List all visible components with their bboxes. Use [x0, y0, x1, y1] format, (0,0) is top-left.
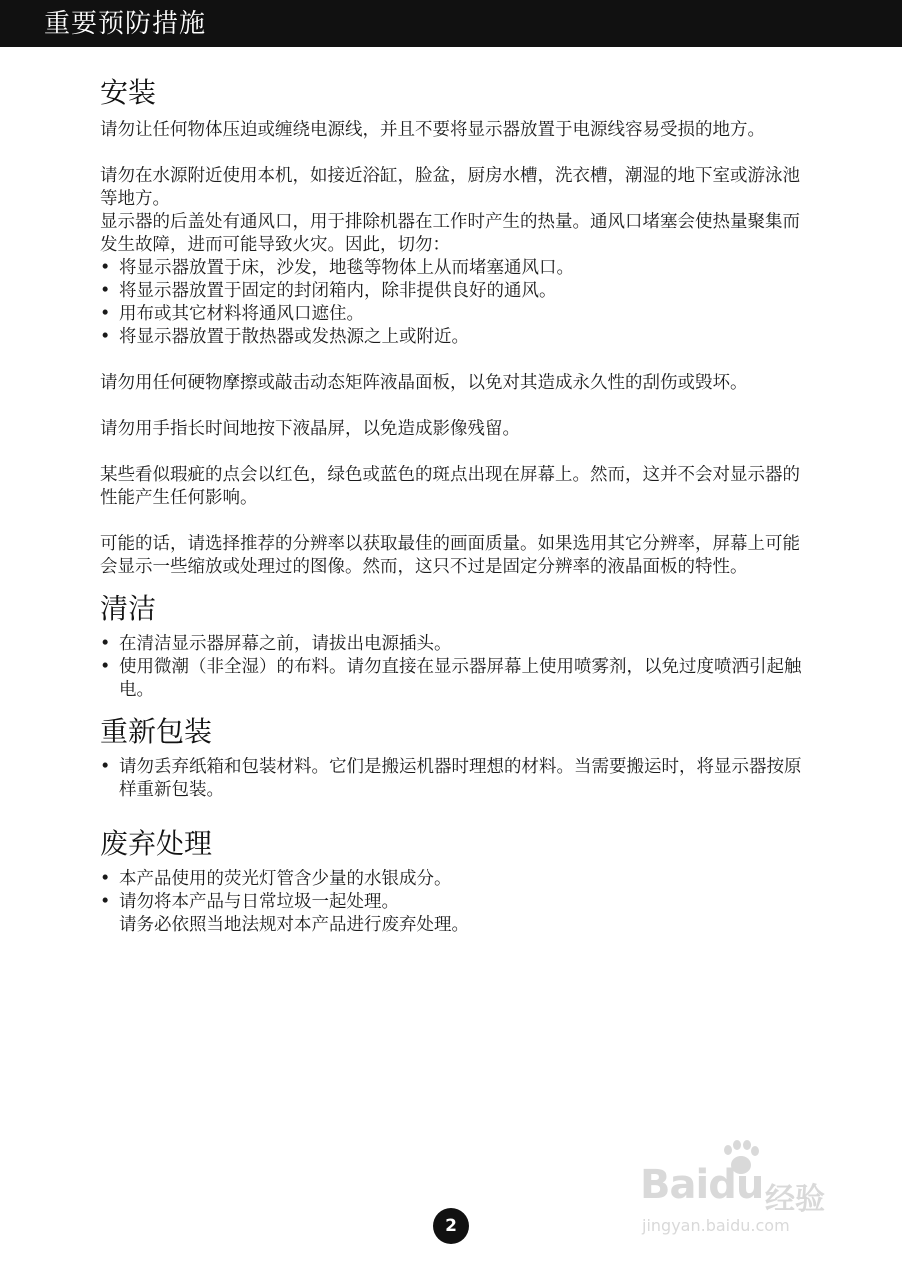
install-paragraph-7: 可能的话，请选择推荐的分辨率以获取最佳的画面质量。如果选用其它分辨率，屏幕上可能会显示一些缩放或处理过的图像。然而，这只不过是固定分辨率的液晶面板的特性。	[100, 534, 800, 577]
section-title-install: 安装	[100, 76, 157, 109]
clean-bullet-list	[100, 633, 805, 702]
dispose-extra-line: 请务必依照当地法规对本产品进行废弃处理。	[119, 915, 469, 935]
page-number: 2	[433, 1208, 469, 1244]
install-bullet-list	[100, 257, 805, 349]
list-item: • 用布或其它材料将通风口遮住。	[100, 303, 805, 326]
install-paragraph-2: 请勿在水源附近使用本机，如接近浴缸，脸盆，厨房水槽，洗衣槽，潮湿的地下室或游泳池等地方。	[100, 166, 800, 209]
install-paragraph-4: 请勿用任何硬物摩擦或敲击动态矩阵液晶面板，以免对其造成永久性的刮伤或毁坏。	[100, 373, 748, 393]
list-item: • 请勿将本产品与日常垃圾一起处理。	[100, 891, 805, 914]
header-bar	[0, 0, 902, 47]
section-clean	[100, 591, 805, 702]
baidu-watermark	[640, 1140, 840, 1240]
section-title-repack: 重新包装	[100, 715, 213, 748]
list-item: • 将显示器放置于散热器或发热源之上或附近。	[100, 326, 805, 349]
list-item: • 请勿丢弃纸箱和包装材料。它们是搬运机器时理想的材料。当需要搬运时，将显示器按原样重新包装。	[100, 756, 805, 802]
list-item: • 将显示器放置于固定的封闭箱内，除非提供良好的通风。	[100, 280, 805, 303]
dispose-bullet-list	[100, 868, 805, 914]
list-item: • 将显示器放置于床，沙发，地毯等物体上从而堵塞通风口。	[100, 257, 805, 280]
install-paragraph-3: 显示器的后盖处有通风口，用于排除机器在工作时产生的热量。通风口堵塞会使热量聚集而发生故障，进而可能导致火灾。因此，切勿：	[100, 212, 800, 255]
watermark-cn: 经验	[765, 1182, 825, 1217]
section-repack	[100, 714, 805, 802]
section-dispose	[100, 826, 805, 937]
list-item: • 本产品使用的荧光灯管含少量的水银成分。	[100, 868, 805, 891]
list-item: • 使用微潮（非全湿）的布料。请勿直接在显示器屏幕上使用喷雾剂，以免过度喷洒引起触电。	[100, 656, 805, 702]
watermark-logo: Baidu	[640, 1162, 764, 1208]
watermark-url: jingyan.baidu.com	[642, 1216, 790, 1235]
install-paragraph-5: 请勿用手指长时间地按下液晶屏，以免造成影像残留。	[100, 419, 520, 439]
repack-bullet-list	[100, 756, 805, 802]
page-title: 重要预防措施	[44, 9, 207, 39]
section-title-clean: 清洁	[100, 592, 157, 625]
main-content	[100, 75, 805, 937]
install-paragraph-1: 请勿让任何物体压迫或缠绕电源线，并且不要将显示器放置于电源线容易受损的地方。	[100, 120, 765, 140]
section-title-dispose: 废弃处理	[100, 827, 213, 860]
section-install	[100, 75, 805, 579]
install-paragraph-6: 某些看似瑕疵的点会以红色，绿色或蓝色的斑点出现在屏幕上。然而，这并不会对显示器的性能产生任何影响。	[100, 465, 800, 508]
list-item: • 在清洁显示器屏幕之前，请拔出电源插头。	[100, 633, 805, 656]
